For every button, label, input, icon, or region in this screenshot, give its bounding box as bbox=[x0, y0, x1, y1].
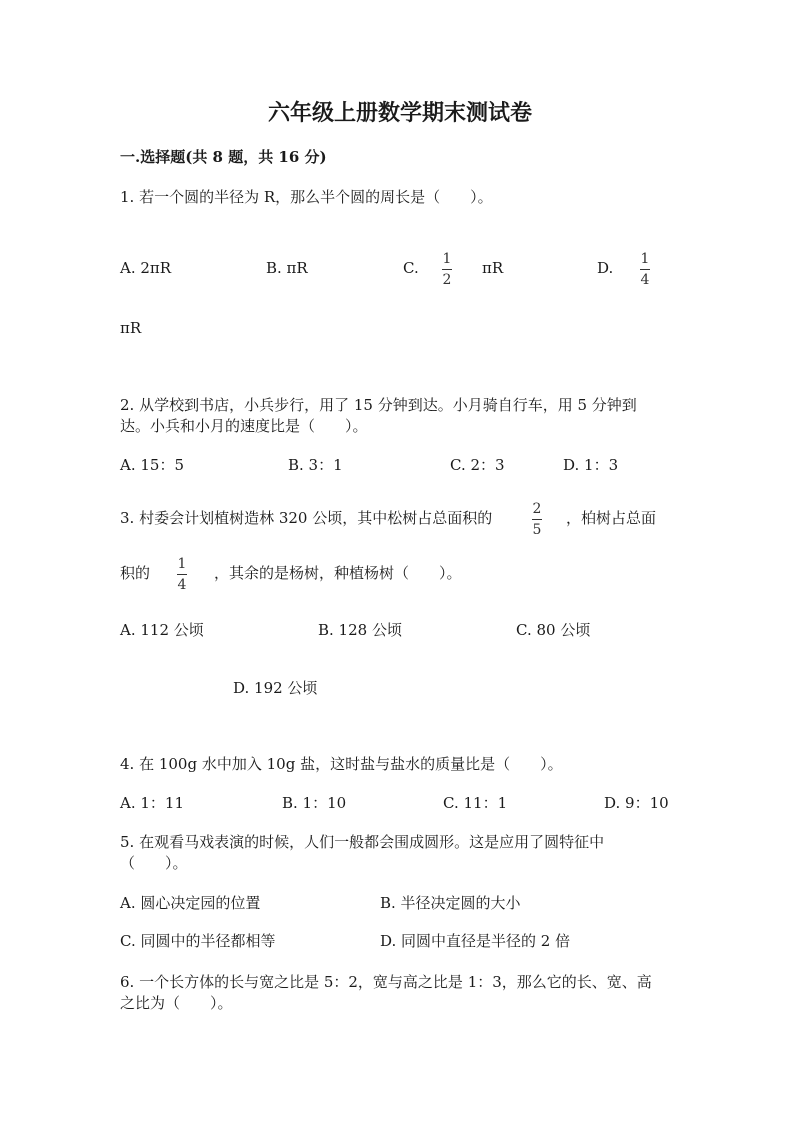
fraction-denominator: 4 bbox=[177, 577, 187, 593]
question-3-stem-line-2-end: ，其余的是杨树，种植杨树（ ）。 bbox=[214, 564, 462, 582]
question-1-option-c-fraction bbox=[442, 251, 452, 288]
question-3-option-c: C. 80 公顷 bbox=[516, 621, 591, 639]
question-3-stem-line-1-end: ，柏树占总面 bbox=[566, 509, 657, 527]
question-1-option-c-tail: πR bbox=[482, 259, 504, 277]
question-4-option-b: B. 1：10 bbox=[282, 794, 347, 812]
fraction-numerator: 2 bbox=[532, 501, 542, 517]
page-title: 六年级上册数学期末测试卷 bbox=[267, 100, 532, 126]
question-1-option-d-label: D. bbox=[597, 259, 614, 277]
fraction-numerator: 1 bbox=[640, 251, 650, 267]
fraction-numerator: 1 bbox=[177, 556, 187, 572]
fraction-bar bbox=[442, 269, 452, 270]
question-3-stem-line-1-start: 3. 村委会计划植树造林 320 公顷，其中松树占总面积的 bbox=[120, 509, 493, 527]
question-4-option-a: A. 1：11 bbox=[120, 794, 184, 812]
question-1-option-c-label: C. bbox=[403, 259, 419, 277]
fraction-numerator: 1 bbox=[442, 251, 452, 267]
question-4-stem: 4. 在 100g 水中加入 10g 盐，这时盐与盐水的质量比是（ ）。 bbox=[120, 755, 563, 773]
fraction-bar bbox=[532, 519, 542, 520]
fraction-denominator: 2 bbox=[442, 272, 452, 288]
question-5-stem-line-2: （ ）。 bbox=[120, 854, 188, 872]
question-2-stem-line-1: 2. 从学校到书店，小兵步行，用了 15 分钟到达。小月骑自行车，用 5 分钟到 bbox=[120, 396, 637, 414]
fraction-denominator: 4 bbox=[640, 272, 650, 288]
question-2-option-d: D. 1：3 bbox=[563, 456, 619, 474]
question-6-stem-line-1: 6. 一个长方体的长与宽之比是 5：2，宽与高之比是 1：3，那么它的长、宽、高 bbox=[120, 973, 652, 991]
question-1-option-b: B. πR bbox=[266, 259, 308, 277]
question-1-stem: 1. 若一个圆的半径为 R，那么半个圆的周长是（ ）。 bbox=[120, 188, 493, 206]
fraction-bar bbox=[640, 269, 650, 270]
fraction-denominator: 5 bbox=[532, 522, 542, 538]
question-1-option-a: A. 2πR bbox=[120, 259, 172, 277]
question-1-option-d-tail: πR bbox=[120, 319, 142, 337]
question-3-option-d: D. 192 公顷 bbox=[233, 679, 318, 697]
question-5-stem-line-1: 5. 在观看马戏表演的时候，人们一般都会围成圆形。这是应用了圆特征中 bbox=[120, 833, 605, 851]
question-2-option-a: A. 15：5 bbox=[120, 456, 184, 474]
question-3-option-b: B. 128 公顷 bbox=[318, 621, 402, 639]
question-4-option-d: D. 9：10 bbox=[604, 794, 669, 812]
question-3-fraction-cypress bbox=[177, 556, 187, 593]
question-3-stem-line-2-start: 积的 bbox=[120, 564, 151, 582]
fraction-bar bbox=[177, 574, 187, 575]
question-2-option-b: B. 3：1 bbox=[288, 456, 343, 474]
question-5-option-a: A. 圆心决定园的位置 bbox=[120, 894, 261, 912]
question-5-option-d: D. 同圆中直径是半径的 2 倍 bbox=[380, 932, 571, 950]
question-4-option-c: C. 11：1 bbox=[443, 794, 508, 812]
question-5-option-b: B. 半径决定圆的大小 bbox=[380, 894, 521, 912]
question-1-option-d-fraction bbox=[640, 251, 650, 288]
question-6-stem-line-2: 之比为（ ）。 bbox=[120, 994, 233, 1012]
question-3-option-a: A. 112 公顷 bbox=[120, 621, 204, 639]
section-heading: 一.选择题(共 8 题，共 16 分) bbox=[120, 148, 327, 166]
question-5-option-c: C. 同圆中的半径都相等 bbox=[120, 932, 276, 950]
question-3-fraction-pine bbox=[532, 501, 542, 538]
question-2-option-c: C. 2：3 bbox=[450, 456, 505, 474]
question-2-stem-line-2: 达。小兵和小月的速度比是（ ）。 bbox=[120, 417, 368, 435]
